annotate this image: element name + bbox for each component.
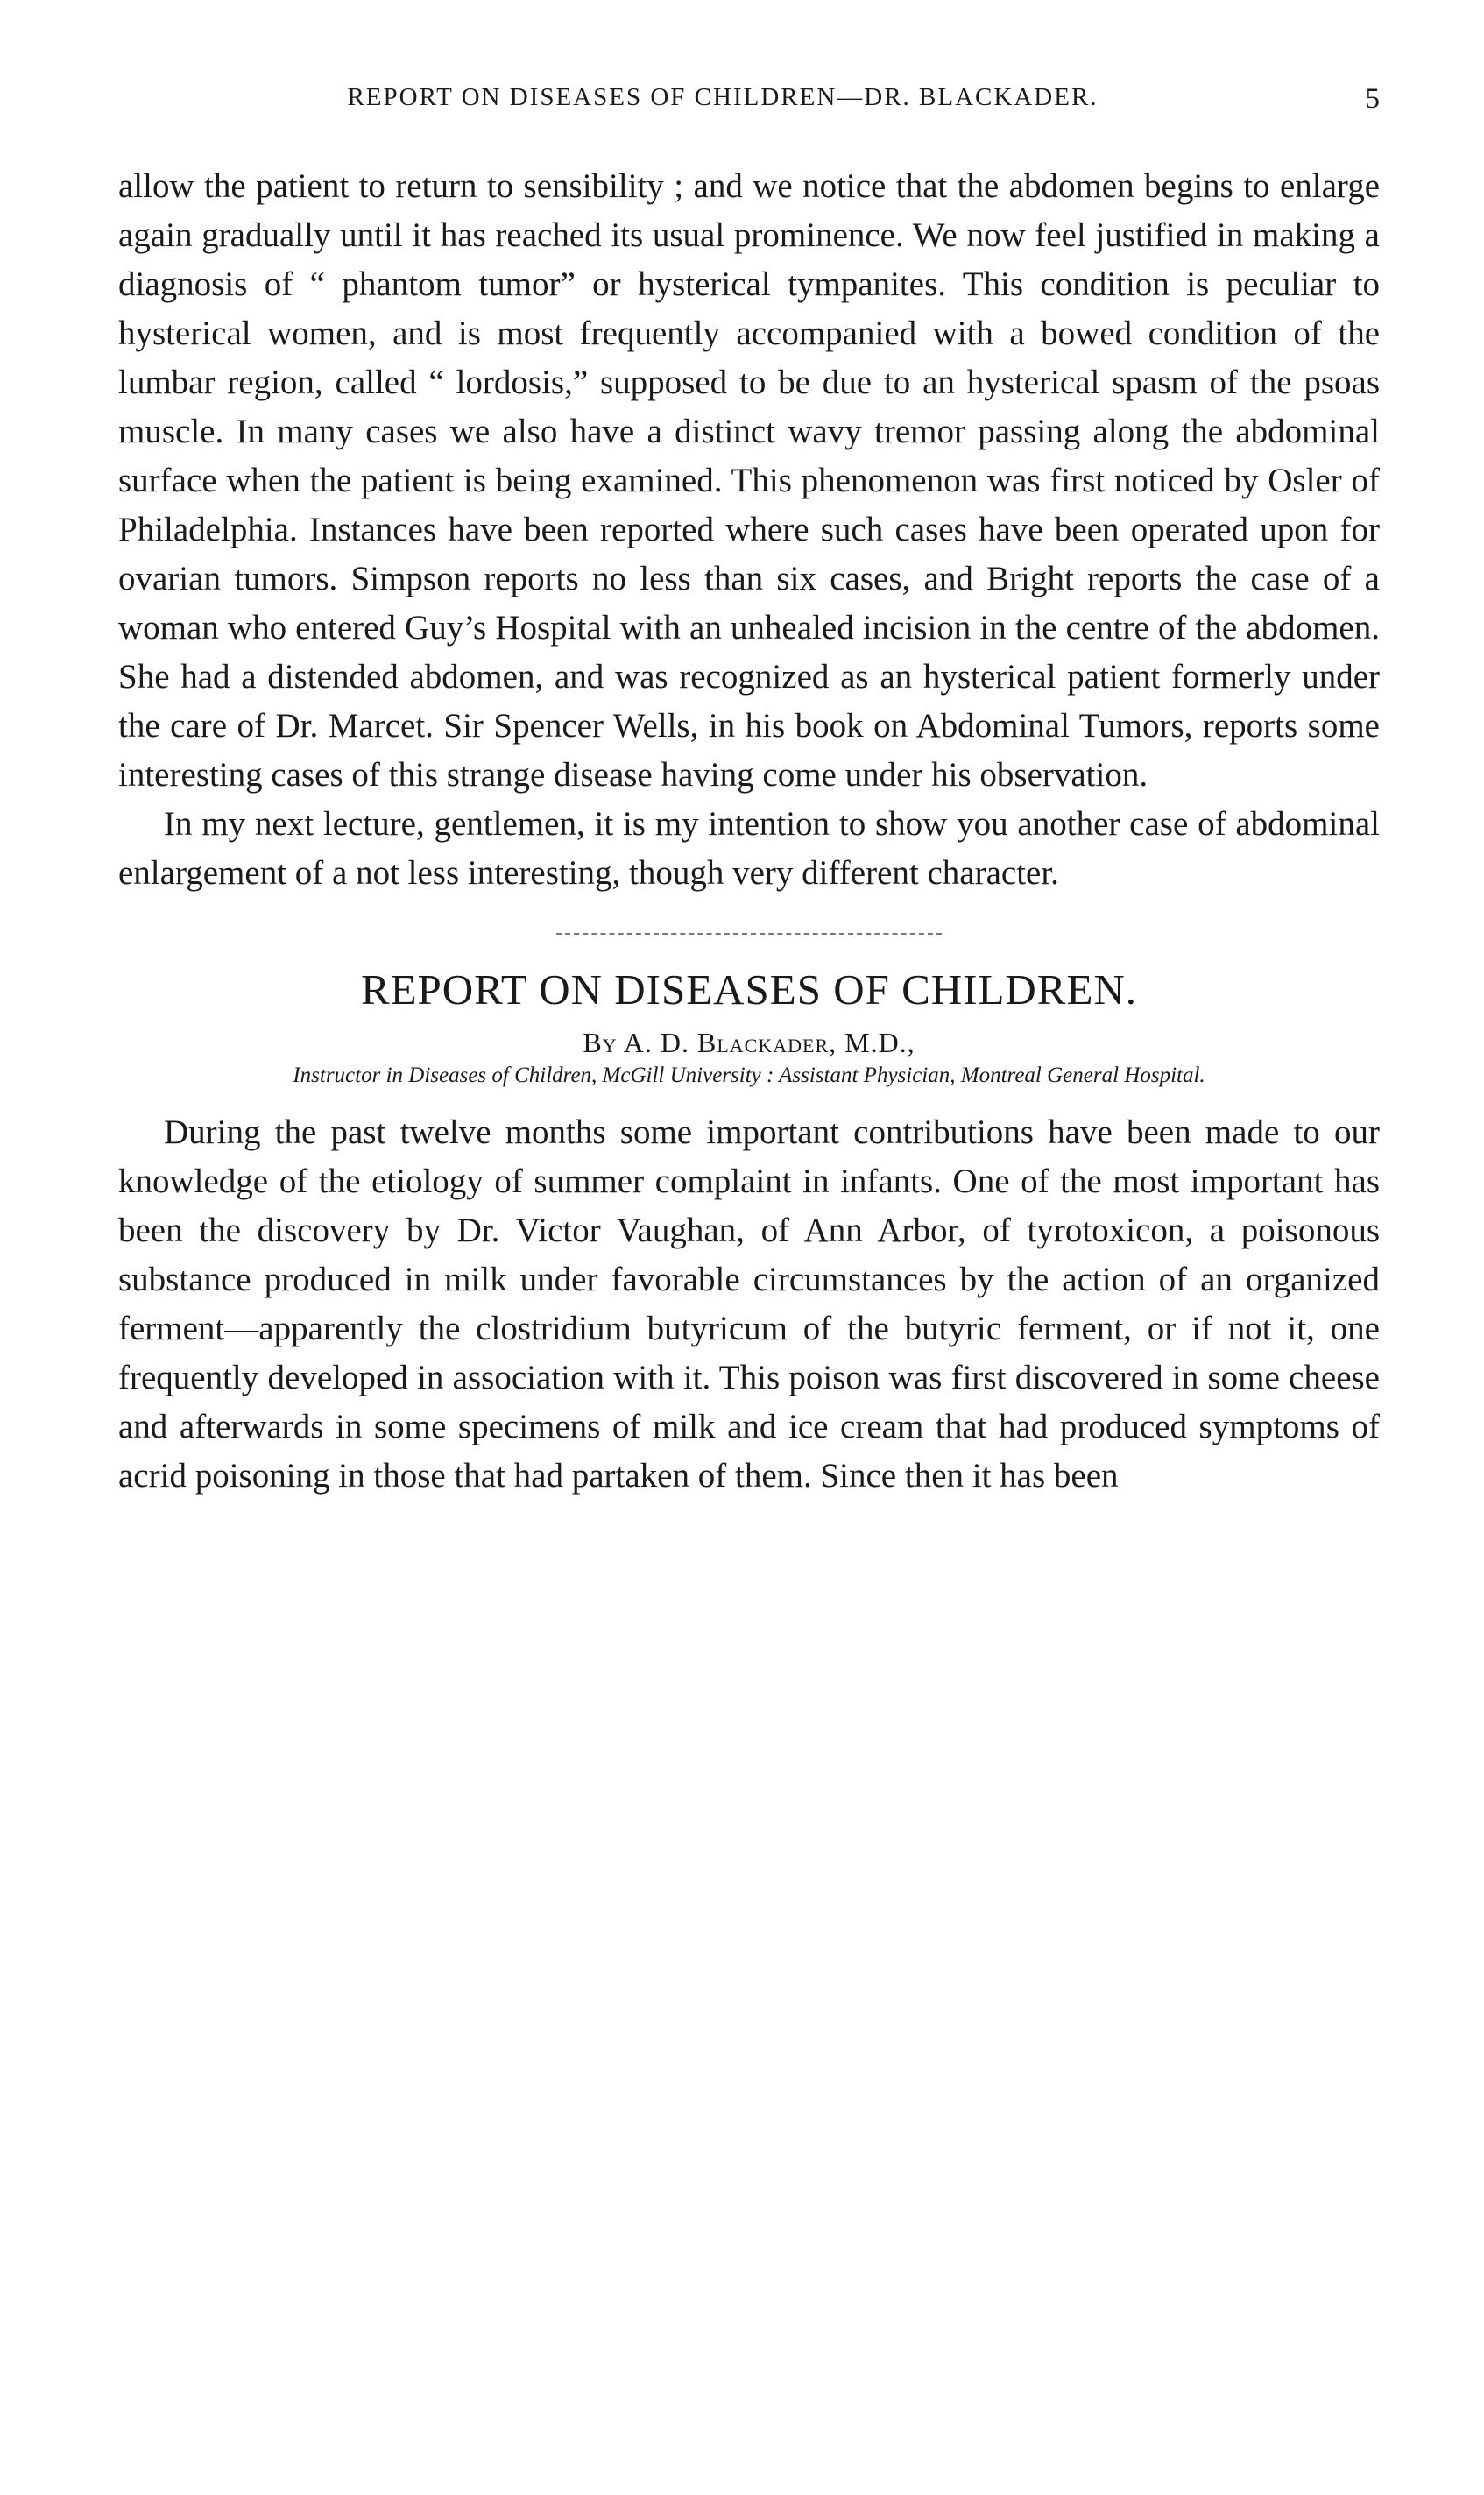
- book-page: [118, 83, 1380, 1501]
- section-divider: [556, 933, 942, 935]
- article-body-paragraph: During the past twelve months some important contributions have been made to our knowledge of the etiology of summer complaint in infants. One of the most important has been the discovery by Dr. Victor Vaughan, of Ann Arbor, of tyrotoxicon, a poisonous substance produced in milk under favorable circumstances by the action of an organized ferment—apparently the clostridium butyricum of the butyric ferment, or if not it, one frequently developed in association with it. This poison was first discovered in some cheese and afterwards in some specimens of milk and ice cream that had produced symptoms of acrid poisoning in those that had partaken of them. Since then it has been: [118, 1113, 1380, 1495]
- article-title: REPORT ON DISEASES OF CHILDREN.: [360, 965, 1138, 1014]
- closing-paragraph: In my next lecture, gentlemen, it is my intention to show you another case of abdominal enlargement of a not less interesting, though very different character.: [118, 805, 1380, 892]
- running-head-title: REPORT ON DISEASES OF CHILDREN—DR. BLACKADER.: [347, 83, 1099, 111]
- running-head: [118, 83, 1380, 127]
- page-number: 5: [1365, 83, 1380, 115]
- article-byline: By A. D. Blackader, M.D.,: [583, 1027, 915, 1058]
- continued-paragraph: allow the patient to return to sensibility ; and we notice that the abdomen begins to enlarge again gradually until it has reached its usual prominence. We now feel justified in making a diagnosis of “ phantom tumor” or hysterical tympanites. This condition is peculiar to hysterical women, and is most frequently accompanied with a bowed condition of the lumbar region, called “ lordosis,” supposed to be due to an hysterical spasm of the psoas muscle. In many cases we also have a distinct wavy tremor passing along the abdominal surface when the patient is being examined. This phenomenon was first noticed by Osler of Philadelphia. Instances have been reported where such cases have been operated upon for ovarian tumors. Simpson reports no less than six cases, and Bright reports the case of a woman who entered Guy’s Hospital with an unhealed incision in the centre of the abdomen. She had a distended abdomen, and was recognized as an hysterical patient formerly under the care of Dr. Marcet. Sir Spencer Wells, in his book on Abdominal Tumors, reports some interesting cases of this strange disease having come under his observation.: [118, 167, 1380, 794]
- author-affiliation: Instructor in Diseases of Children, McGill University : Assistant Physician, Montreal General Hospital.: [293, 1064, 1205, 1087]
